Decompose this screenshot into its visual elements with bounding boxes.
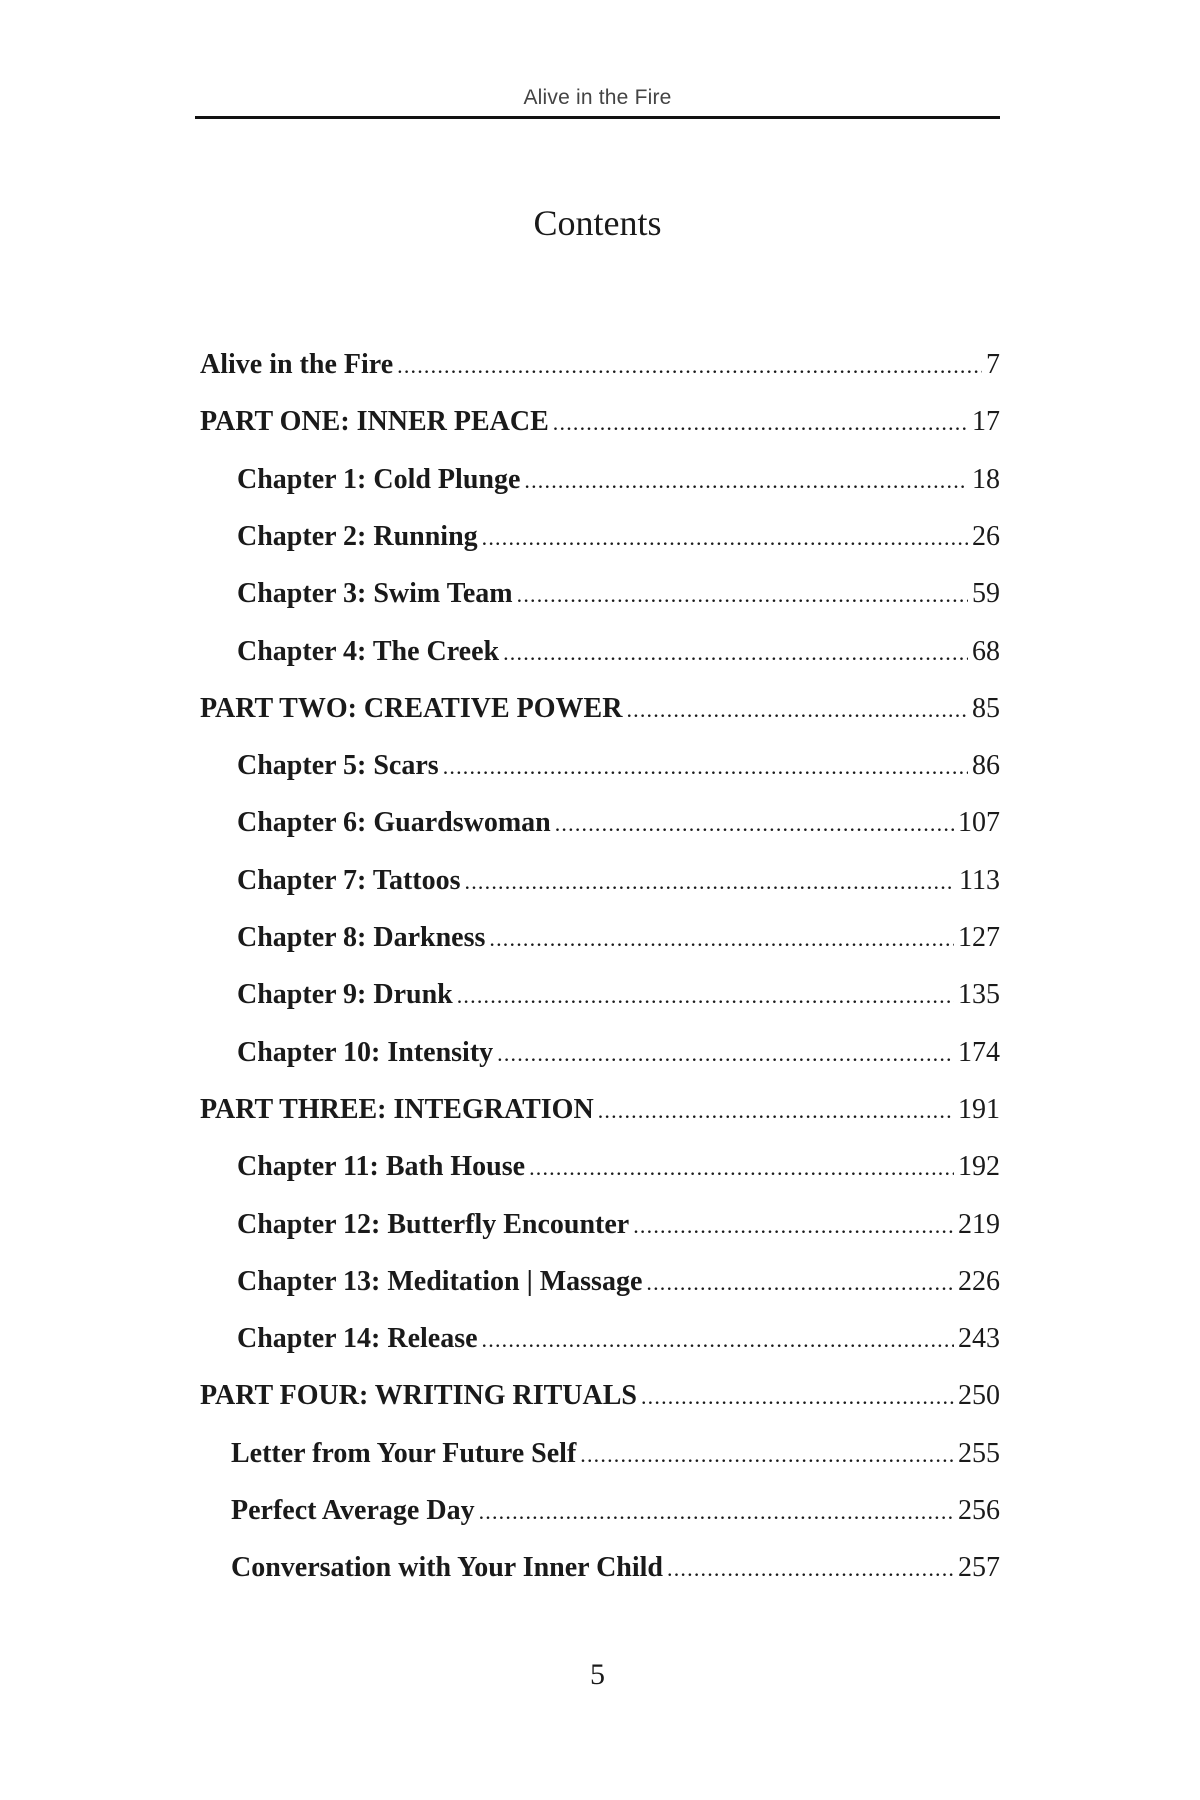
toc-entry-page: 219 [958, 1208, 1000, 1240]
contents-title: Contents [533, 203, 662, 243]
toc-entry [231, 1434, 1000, 1474]
toc-entry [200, 1376, 1000, 1416]
dot-leader [641, 1377, 954, 1417]
toc-entry-label: PART FOUR: WRITING RITUALS [200, 1380, 637, 1412]
toc-entry-label: Chapter 12: Butterfly Encounter [237, 1208, 630, 1240]
toc-entry-label: PART TWO: CREATIVE POWER [200, 692, 623, 724]
toc-entry [237, 1319, 1000, 1359]
toc-entry-page: 256 [958, 1495, 1000, 1526]
header-rule [195, 116, 1000, 119]
toc-entry-page: 17 [972, 406, 1000, 438]
toc-entry [237, 861, 1000, 901]
dot-leader [482, 1320, 954, 1360]
toc-entry [237, 1262, 1000, 1302]
toc-entry-label: Chapter 13: Meditation | Massage [237, 1265, 643, 1297]
toc-entry-label: Chapter 7: Tattoos [237, 864, 461, 896]
toc-entry-label: PART THREE: INTEGRATION [200, 1093, 594, 1125]
toc-entry-label: Chapter 9: Drunk [237, 979, 453, 1011]
toc-entry [237, 517, 1000, 557]
toc-entry-page: 107 [958, 807, 1000, 839]
toc-entry [237, 1033, 1000, 1073]
toc-entry-page: 85 [972, 692, 1000, 724]
dot-leader [598, 1091, 954, 1131]
dot-leader [580, 1435, 954, 1475]
toc-entry-label: Chapter 1: Cold Plunge [237, 463, 521, 495]
toc-entry-label: Chapter 2: Running [237, 520, 478, 552]
toc-entry-page: 257 [958, 1552, 1000, 1584]
toc-entry-page: 226 [958, 1265, 1000, 1297]
toc-entry-label: Alive in the Fire [200, 349, 394, 380]
toc-entry [231, 1491, 1000, 1531]
toc-entry [237, 975, 1000, 1015]
toc-entry [200, 689, 1000, 729]
toc-entry-page: 86 [972, 750, 1000, 782]
toc-entry-label: PART ONE: INNER PEACE [200, 406, 549, 438]
toc-entry [237, 918, 1000, 958]
toc-entry [237, 1147, 1000, 1187]
dot-leader [524, 461, 968, 501]
dot-leader [482, 518, 968, 558]
toc-entry [237, 632, 1000, 672]
toc-entry-page: 243 [958, 1323, 1000, 1355]
running-head: Alive in the Fire [523, 86, 672, 109]
dot-leader [633, 1206, 954, 1246]
toc-entry-label: Chapter 10: Intensity [237, 1036, 494, 1068]
toc-entry [200, 1090, 1000, 1130]
dot-leader [503, 633, 968, 673]
toc-entry-label: Chapter 11: Bath House [237, 1151, 526, 1183]
toc-entry-page: 26 [972, 520, 1000, 552]
toc-entry [200, 345, 1000, 385]
toc-entry-page: 7 [986, 349, 1000, 380]
toc-entry-label: Chapter 4: The Creek [237, 635, 500, 667]
toc-entry [237, 746, 1000, 786]
dot-leader [479, 1492, 954, 1532]
dot-leader [489, 919, 954, 959]
toc-entry-label: Chapter 14: Release [237, 1323, 478, 1355]
toc-entry [200, 402, 1000, 442]
toc-entry [231, 1548, 1000, 1588]
dot-leader [443, 747, 968, 787]
toc-entry-page: 250 [958, 1380, 1000, 1412]
dot-leader [497, 1034, 954, 1074]
dot-leader [397, 346, 982, 386]
toc-entry [237, 803, 1000, 843]
toc-entry-page: 255 [958, 1437, 1000, 1469]
dot-leader [646, 1263, 954, 1303]
toc-entry-page: 135 [958, 979, 1000, 1011]
toc-entry-label: Chapter 6: Guardswoman [237, 807, 551, 839]
toc-entry-label: Conversation with Your Inner Child [231, 1552, 664, 1584]
toc-entry-page: 191 [958, 1093, 1000, 1125]
toc-entry-page: 127 [958, 922, 1000, 953]
toc-entry [237, 574, 1000, 614]
toc-entry-page: 68 [972, 635, 1000, 667]
toc-entry-label: Perfect Average Day [231, 1495, 475, 1526]
dot-leader [553, 403, 968, 443]
toc-entry [237, 1205, 1000, 1245]
toc-entry-page: 18 [972, 463, 1000, 495]
dot-leader [626, 690, 968, 730]
toc-entry-label: Chapter 3: Swim Team [237, 578, 513, 610]
dot-leader [529, 1148, 954, 1188]
toc-entry [237, 460, 1000, 500]
toc-entry-label: Chapter 5: Scars [237, 750, 439, 782]
dot-leader [667, 1549, 954, 1589]
dot-leader [465, 862, 956, 902]
dot-leader [555, 804, 954, 844]
toc-entry-label: Chapter 8: Darkness [237, 922, 486, 953]
toc-entry-page: 59 [972, 578, 1000, 610]
toc-entry-page: 174 [958, 1036, 1000, 1068]
dot-leader [457, 976, 954, 1016]
toc-entry-page: 113 [959, 864, 1000, 896]
toc-entry-label: Letter from Your Future Self [231, 1437, 577, 1469]
page-number: 5 [590, 1658, 605, 1691]
dot-leader [517, 575, 968, 615]
toc-entry-page: 192 [958, 1151, 1000, 1183]
